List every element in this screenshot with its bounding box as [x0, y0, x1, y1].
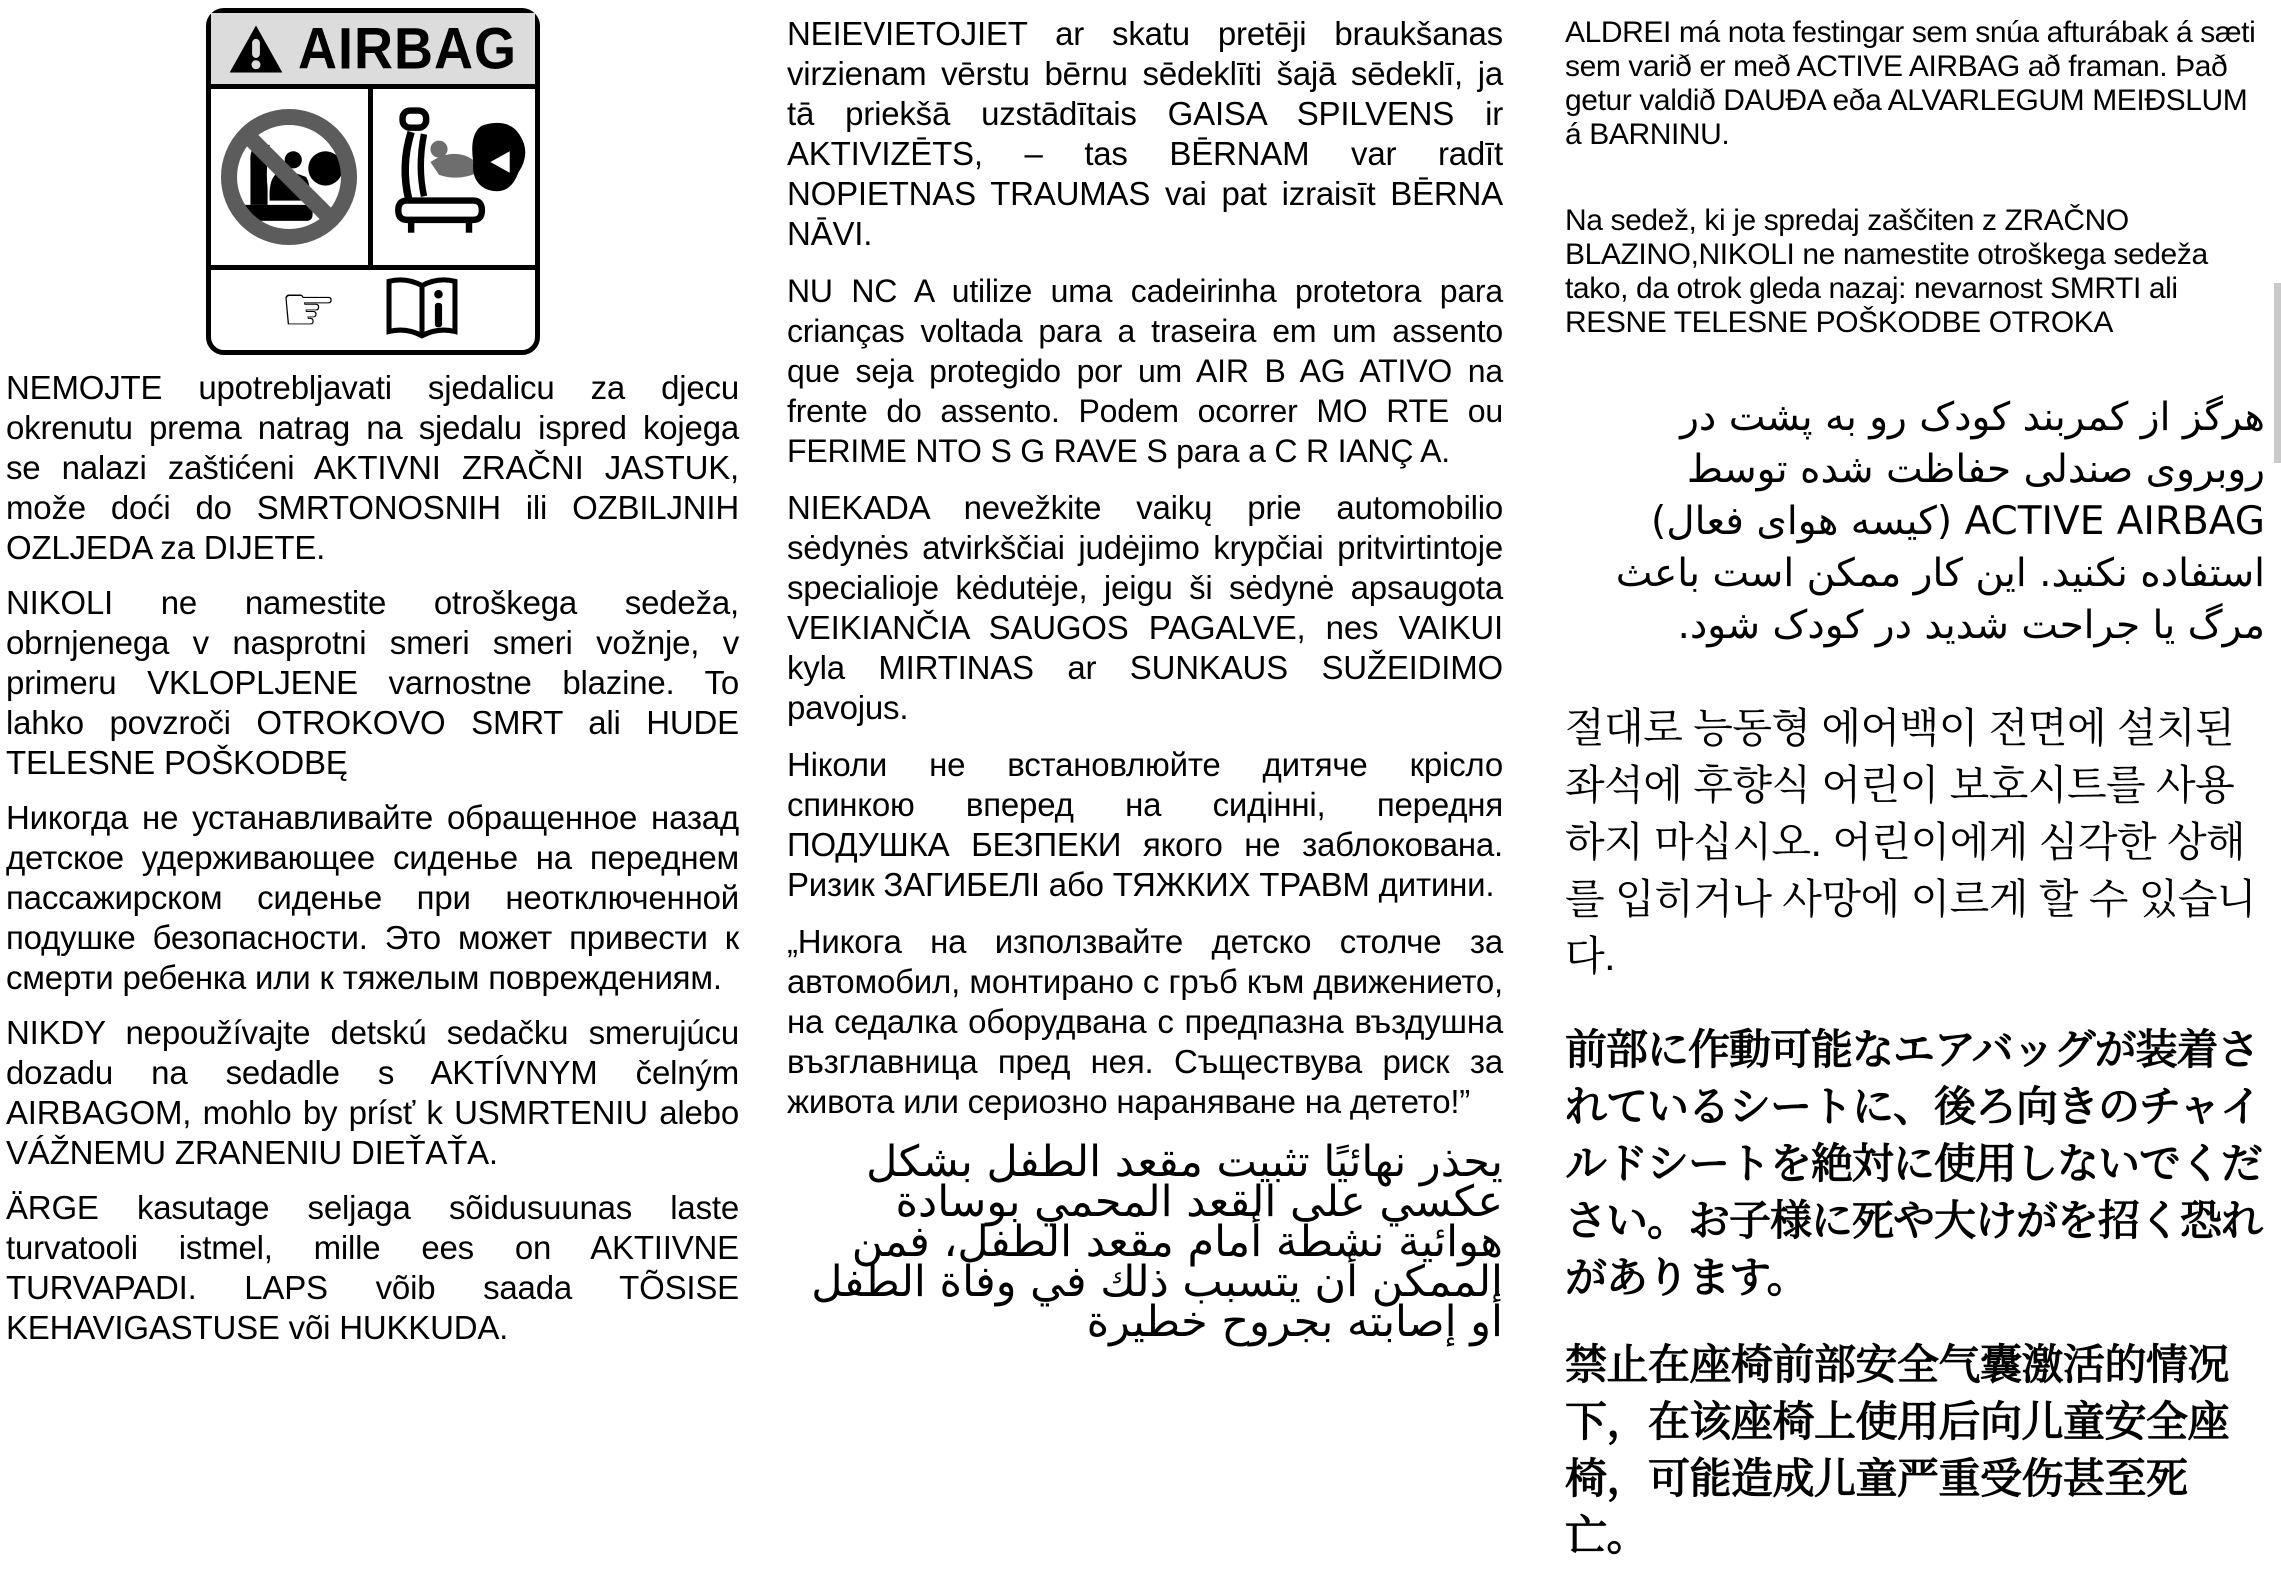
- paragraph-slovak: NIKDY nepoužívajte detskú sedačku smerujúcu dozadu na sedadle s AKTÍVNYM čelným AIRBAGOM, mohlo by prísť k USMRTENIU alebo VÁŽNEMU ZRANENIU DIEŤAŤA.: [6, 1014, 739, 1171]
- paragraph-japanese: 前部に作動可能なエアバッグが装着されているシートに、後ろ向きのチャイルドシートを絶対に使用しないでください。お子様に死や大けがを招く恐れがあります。: [1565, 1025, 2263, 1302]
- column-2: [787, 0, 1503, 1359]
- no-rear-facing-child-seat-icon: [211, 89, 373, 265]
- paragraph-slovenian-2: Na sedež, ki je spredaj zaščiten z ZRAČNO BLAZINO,NIKOLI ne namestite otroškega sedeža tako, da otrok gleda nazaj: nevarnost SMRTI ali RESNE TELESNE POŠKODBE OTROKA: [1565, 204, 2208, 339]
- paragraph-estonian: ÄRGE kasutage seljaga sõidusuunas laste turvatooli istmel, mille ees on AKTIIVNE TURVAPADI. LAPS võib saada TÕSISE KEHAVIGASTUSE või HUKKUDA.: [6, 1189, 739, 1346]
- paragraph-icelandic: ALDREI má nota festingar sem snúa afturábak á sæti sem varið er með ACTIVE AIRBAG að framan. Það getur valdið DAUÐA eða ALVARLEGUM MEIÐSLUM á BARNINU.: [1565, 16, 2256, 151]
- paragraph-chinese: 禁止在座椅前部安全气囊激活的情况下，在该座椅上使用后向儿童安全座椅，可能造成儿童严重受伤甚至死亡。: [1565, 1341, 2230, 1559]
- airbag-warning-label: [206, 8, 540, 355]
- paragraph-ukrainian: Ніколи не встановлюйте дитяче крісло спинкою вперед на сидінні, передня ПОДУШКА БЕЗПЕКИ якого не заблокована. Ризик ЗАГИБЕЛІ або ТЯЖКИХ ТРАВМ дитини.: [787, 746, 1503, 903]
- paragraph-latvian: NEIEVIETOJIET ar skatu pretēji braukšanas virzienam vērstu bērnu sēdeklīti šajā sēdeklī, ja tā priekšā uzstādītais GAISA SPILVENS ir AKTIVIZĒTS, – tas BĒRNAM var radīt NOPIETNAS TRAUMAS vai pat izraisīt BĒRNA NĀVI.: [787, 15, 1503, 252]
- paragraph-arabic: يحذر نهائيًا تثبيت مقعد الطفل بشكل عكسي على القعد المحمي بوسادة هوائية نشطة أمام مقعد الطفل، فمن الممكن أن يتسبب ذلك في وفاة الطفل أو إصابته بجروح خطيرة: [811, 1137, 1503, 1347]
- airbag-label-header: [211, 13, 535, 89]
- paragraph-bulgarian: „Никога на използвайте детско столче за автомобил, монтирано с гръб към движението, на седалка оборудвана с предпазна въздушна възглавница пред нея. Съществува риск за живота или сериозно нараняване на детето!”: [787, 923, 1503, 1120]
- paragraph-russian: Никогда не устанавливайте обращенное назад детское удерживающее сиденье на переднем пассажирском сиденье при неотключенной подушке безопасности. Это может привести к смерти ребенка или к тяжелым повреждениям.: [6, 799, 739, 996]
- column-1: [6, 0, 739, 1363]
- airbag-deployment-icon: [373, 89, 535, 265]
- warning-triangle-icon: [228, 23, 284, 75]
- manual-book-icon: [379, 275, 465, 345]
- paragraph-korean: 절대로 능동형 에어백이 전면에 설치된 좌석에 후향식 어린이 보호시트를 사용하지 마십시오. 어린이에게 심각한 상해를 입히거나 사망에 이르게 할 수 있습니다.: [1565, 705, 2257, 979]
- airbag-label-title: AIRBAG: [298, 16, 517, 81]
- paragraph-portuguese: NU NC A utilize uma cadeirinha protetora para crianças voltada para a traseira em um assento que seja protegido por um AIR B AG ATIVO na frente do assento. Podem ocorrer MO RTE ou FERIME NTO S G RAVE S para a C R IANÇ A.: [787, 273, 1503, 469]
- pointing-hand-icon: ☞: [279, 273, 338, 347]
- paragraph-croatian: NEMOJTE upotrebljavati sjedalicu za djecu okrenutu prema natrag na sjedalu ispred kojega se nalazi zaštićeni AKTIVNI ZRAČNI JASTUK, može doći do SMRTONOSNIH ili OZBILJNIH OZLJEDA za DIJETE.: [6, 369, 739, 566]
- paragraph-lithuanian: NIEKADA nevežkite vaikų prie automobilio sėdynės atvirkščiai judėjimo krypčiai pritvirtintoje specialioje kėdutėje, jeigu ši sėdynė apsaugota VEIKIANČIA SAUGOS PAGALVE, nes VAIKUI kyla MIRTINAS ar SUNKAUS SUŽEIDIMO pavojus.: [787, 489, 1503, 726]
- paragraph-farsi: هرگز از کمربند کودک رو به پشت در روبروی صندلی حفاظت شده توسط ACTIVE AIRBAG (کیسه هوای فعال) استفاده نکنید. این کار ممکن است باعث مرگ یا جراحت شدید در کودک شود.: [1615, 395, 2265, 648]
- scrollbar[interactable]: [2274, 283, 2281, 463]
- airbag-label-footer: [211, 270, 535, 350]
- airbag-label-pictograms: [211, 89, 535, 270]
- paragraph-slovenian: NIKOLI ne namestite otroškega sedeža, obrnjenega v nasprotni smeri smeri vožnje, v primeru VKLOPLJENE varnostne blazine. To lahko povzroči OTROKOVO SMRT ali HUDE TELESNE POŠKODBĘ: [6, 584, 739, 781]
- column-3: [1565, 0, 2265, 1579]
